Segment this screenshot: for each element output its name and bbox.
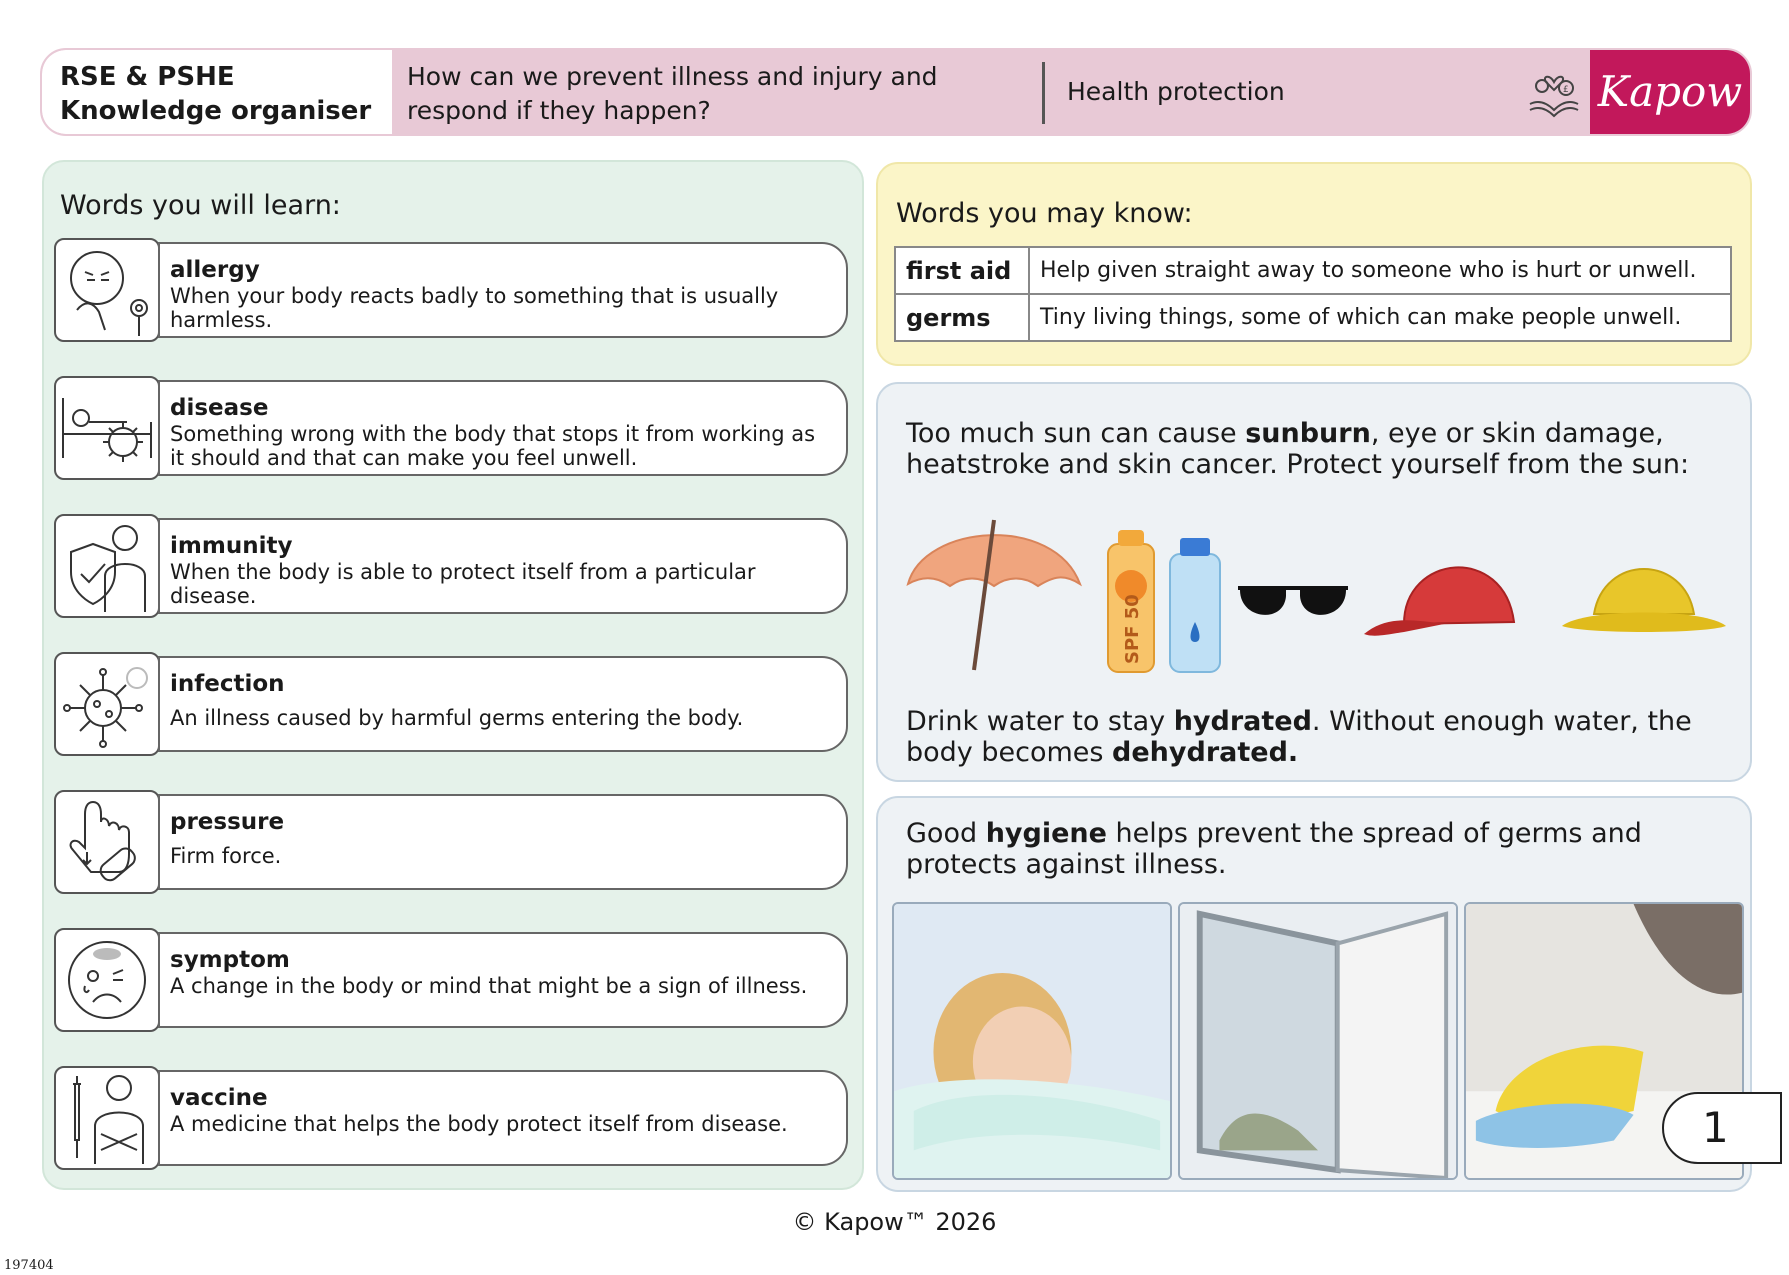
spf-label: SPF 50 [1122, 594, 1143, 664]
sick-in-bed-icon [54, 376, 160, 480]
list-item [54, 238, 854, 342]
water-text-part: Drink water to stay [906, 706, 1174, 737]
word-definition: A change in the body or mind that might be a sign of illness. [170, 974, 808, 998]
wellbeing-hands-icon [1522, 60, 1586, 124]
words-you-will-learn-panel [42, 160, 864, 1190]
virus-icon [54, 652, 160, 756]
sun-safety-panel [876, 382, 1752, 782]
subject-subtitle: Knowledge organiser [60, 96, 372, 126]
list-item [54, 1066, 854, 1170]
table-row [895, 247, 1731, 294]
word-term: disease [170, 395, 269, 421]
bucket-hat-icon [1562, 569, 1726, 632]
know-term: first aid [895, 247, 1029, 294]
water-text-part: . Without enough water, the body becomes [906, 706, 1692, 768]
word-card-vaccine [158, 1070, 848, 1166]
word-term: allergy [170, 257, 260, 283]
word-term: pressure [170, 809, 285, 835]
open-window-photo [1178, 902, 1458, 1180]
word-term: immunity [170, 533, 293, 559]
hygiene-text-part: helps prevent the spread of germs and protects against illness. [906, 818, 1642, 880]
water-keyword: hydrated [1173, 706, 1312, 737]
kapow-logo: Kapow [1590, 50, 1750, 134]
words-know-title: Words you may know: [896, 198, 1193, 229]
word-card-disease [158, 380, 848, 476]
subject-box [42, 50, 392, 134]
words-learn-title: Words you will learn: [60, 190, 341, 221]
sun-text-part: Too much sun can cause [906, 418, 1246, 449]
word-term: symptom [170, 947, 290, 973]
header-bar [40, 48, 1752, 136]
table-row [895, 294, 1731, 341]
know-term: germs [895, 294, 1029, 341]
page-number: 1 [1662, 1092, 1782, 1164]
word-definition: Firm force. [170, 844, 282, 868]
list-item [54, 790, 854, 894]
sneezing-face-icon [54, 238, 160, 342]
hygiene-text [906, 818, 1736, 880]
words-you-may-know-panel [876, 162, 1752, 366]
subject-title: RSE & PSHE [60, 62, 235, 92]
header-divider [1042, 62, 1045, 124]
sun-safety-text [906, 418, 1736, 480]
words-know-table [894, 246, 1732, 342]
hygiene-text-part: Good [906, 818, 986, 849]
word-definition: When the body is able to protect itself from a particular disease. [170, 560, 756, 608]
know-definition: Help given straight away to someone who is hurt or unwell. [1029, 247, 1731, 294]
sneeze-into-elbow-photo [892, 902, 1172, 1180]
shield-person-icon [54, 514, 160, 618]
list-item [54, 514, 854, 618]
svg-text:£: £ [1563, 85, 1569, 95]
unwell-face-icon [54, 928, 160, 1032]
cap-icon [1364, 567, 1514, 635]
topic-title: Health protection [1067, 77, 1285, 106]
sun-keyword: sunburn [1245, 418, 1371, 449]
sunglasses-icon [1238, 588, 1348, 615]
document-code: 197404 [4, 1258, 54, 1273]
know-definition: Tiny living things, some of which can make people unwell. [1029, 294, 1731, 341]
list-item [54, 652, 854, 756]
syringe-person-icon [54, 1066, 160, 1170]
word-definition: An illness caused by harmful germs entering the body. [170, 706, 744, 730]
water-bottle-icon [1170, 538, 1220, 672]
word-card-pressure [158, 794, 848, 890]
sun-protection-items [904, 514, 1734, 674]
unit-question: How can we prevent illness and injury and respond if they happen? [407, 62, 938, 125]
word-card-symptom [158, 932, 848, 1028]
hygiene-panel [876, 796, 1752, 1192]
list-item [54, 928, 854, 1032]
word-card-allergy [158, 242, 848, 338]
hydration-text [906, 706, 1736, 768]
water-keyword: dehydrated. [1112, 737, 1299, 768]
word-term: infection [170, 671, 285, 697]
umbrella-icon [908, 520, 1080, 670]
pressing-finger-icon [54, 790, 160, 894]
word-card-infection [158, 656, 848, 752]
word-definition: When your body reacts badly to something that is usually harmless. [170, 284, 779, 332]
list-item [54, 376, 854, 480]
sunscreen-bottle-icon [1108, 530, 1154, 672]
word-card-immunity [158, 518, 848, 614]
hygiene-keyword: hygiene [985, 818, 1107, 849]
word-definition: A medicine that helps the body protect itself from disease. [170, 1112, 788, 1136]
word-definition: Something wrong with the body that stops it from working as it should and that can make you feel unwell. [170, 422, 816, 470]
copyright-footer: © Kapow™ 2026 [792, 1208, 997, 1236]
sun-text-part: , eye or skin damage, heatstroke and skin cancer. Protect yourself from the sun: [906, 418, 1690, 480]
word-term: vaccine [170, 1085, 268, 1111]
